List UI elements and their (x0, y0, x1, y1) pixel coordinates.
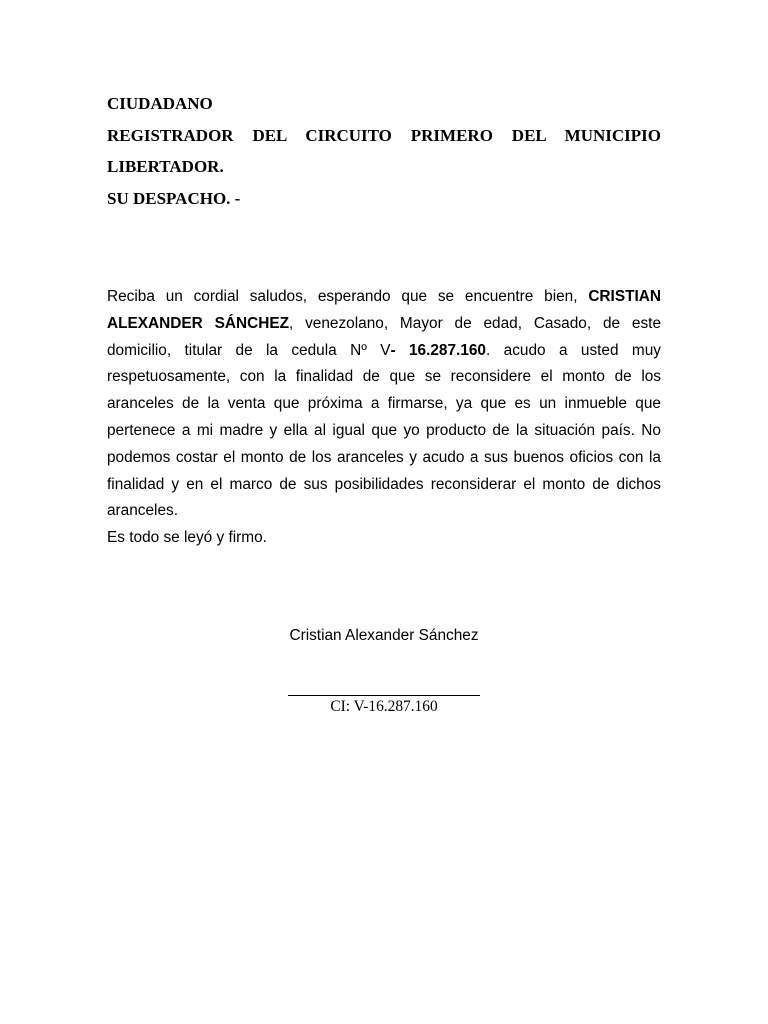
header-line-ciudadano: CIUDADANO (107, 94, 213, 113)
closing-statement: Es todo se leyó y firmo. (107, 529, 267, 546)
body-id-bold: - 16.287.160 (390, 341, 486, 359)
signer-name: Cristian Alexander Sánchez (289, 627, 479, 644)
signer-ci: CI: V-16.287.160 (330, 698, 438, 715)
header-line-registrador: REGISTRADOR DEL CIRCUITO PRIMERO DEL MUNICIPIO (107, 125, 661, 145)
body-name-bold: CRISTIAN ALEXANDER SÁNCHEZ (107, 288, 661, 332)
header-line-libertador: LIBERTADOR. (107, 157, 224, 176)
body-rest: . acudo a usted muy respetuosamente, con la finalidad de que se reconsidere el monto de los aranceles de la venta que próxima a firmarse, ya que es un inmueble que pertenece a mi madre y ella al igual que yo producto de la situación país. No podemos costar el monto de los aranceles y acudo a sus buenos oficios con la finalidad y en el marco de sus posibilidades reconsiderar el monto de dichos aranceles. (107, 341, 661, 520)
body-intro: Reciba un cordial saludos, esperando que se encuentre bien, (107, 288, 589, 305)
body-after-name: , venezolano, Mayor de edad, Casado, de este domicilio, titular de la cedula Nº V (107, 314, 662, 359)
header-line-despacho: SU DESPACHO. - (107, 188, 241, 208)
addressee-header (107, 88, 661, 214)
signature-line (288, 695, 480, 696)
letter-body (107, 284, 661, 525)
